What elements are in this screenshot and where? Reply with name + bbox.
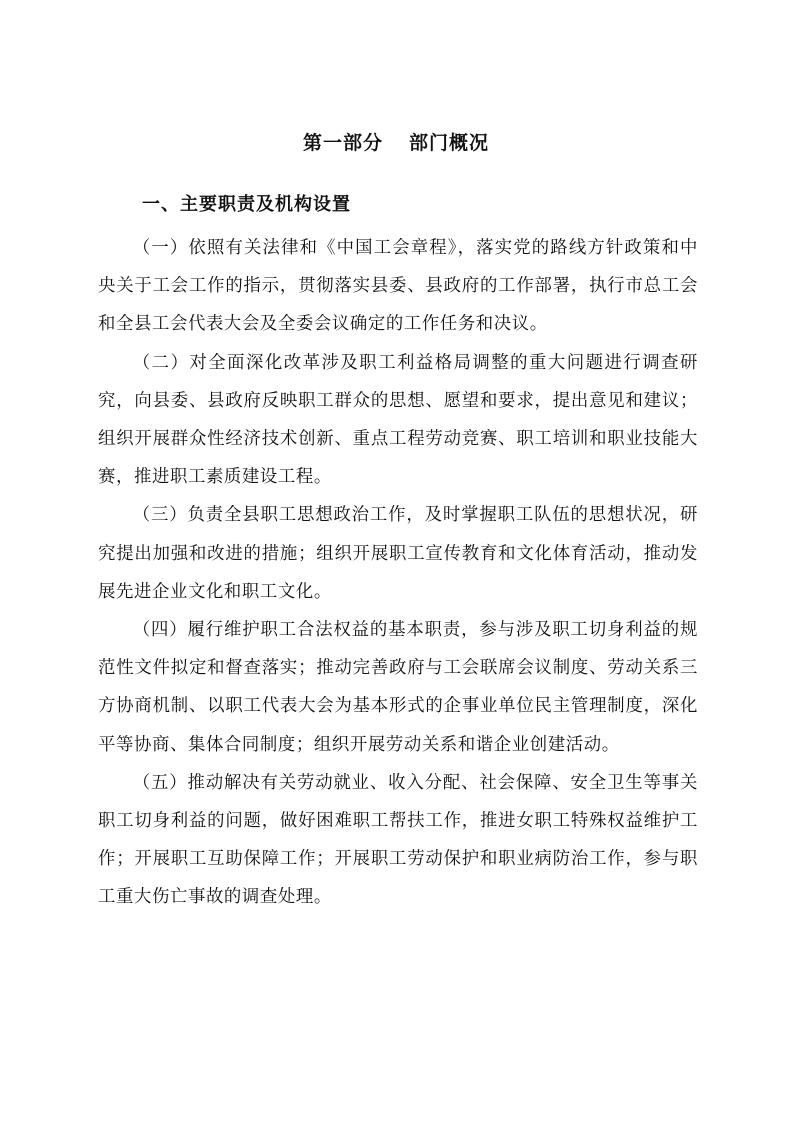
body-text: [98, 229, 698, 917]
page-title: [0, 128, 792, 158]
paragraph-3: （三）负责全县职工思想政治工作，及时掌握职工队伍的思想状况，研究提出加强和改进的措施；组织开展职工宣传教育和文化体育活动，推动发展先进企业文化和职工文化。: [98, 505, 698, 602]
paragraph-2: （二）对全面深化改革涉及职工利益格局调整的重大问题进行调查研究，向县委、县政府反映职工群众的思想、愿望和要求，提出意见和建议；组织开展群众性经济技术创新、重点工程劳动竞赛、职工培训和职业技能大赛，推进职工素质建设工程。: [98, 352, 698, 488]
title-name: 部门概况: [409, 132, 490, 154]
paragraph-1: （一）依照有关法律和《中国工会章程》，落实党的路线方针政策和中央关于工会工作的指示，贯彻落实县委、县政府的工作部署，执行市总工会和全县工会代表大会及全委会议确定的工作任务和决议。: [98, 238, 698, 335]
section-heading: 一、主要职责及机构设置: [142, 194, 351, 215]
title-part: 第一部分: [302, 132, 383, 154]
paragraph-5: （五）推动解决有关劳动就业、收入分配、社会保障、安全卫生等事关职工切身利益的问题，做好困难职工帮扶工作，推进女职工特殊权益维护工作；开展职工互助保障工作；开展职工劳动保护和职业病防治工作，参与职工重大伤亡事故的调查处理。: [98, 772, 698, 908]
paragraph-4: （四）履行维护职工合法权益的基本职责，参与涉及职工切身利益的规范性文件拟定和督查落实；推动完善政府与工会联席会议制度、劳动关系三方协商机制、以职工代表大会为基本形式的企事业单位民主管理制度，深化平等协商、集体合同制度；组织开展劳动关系和谐企业创建活动。: [98, 620, 698, 755]
